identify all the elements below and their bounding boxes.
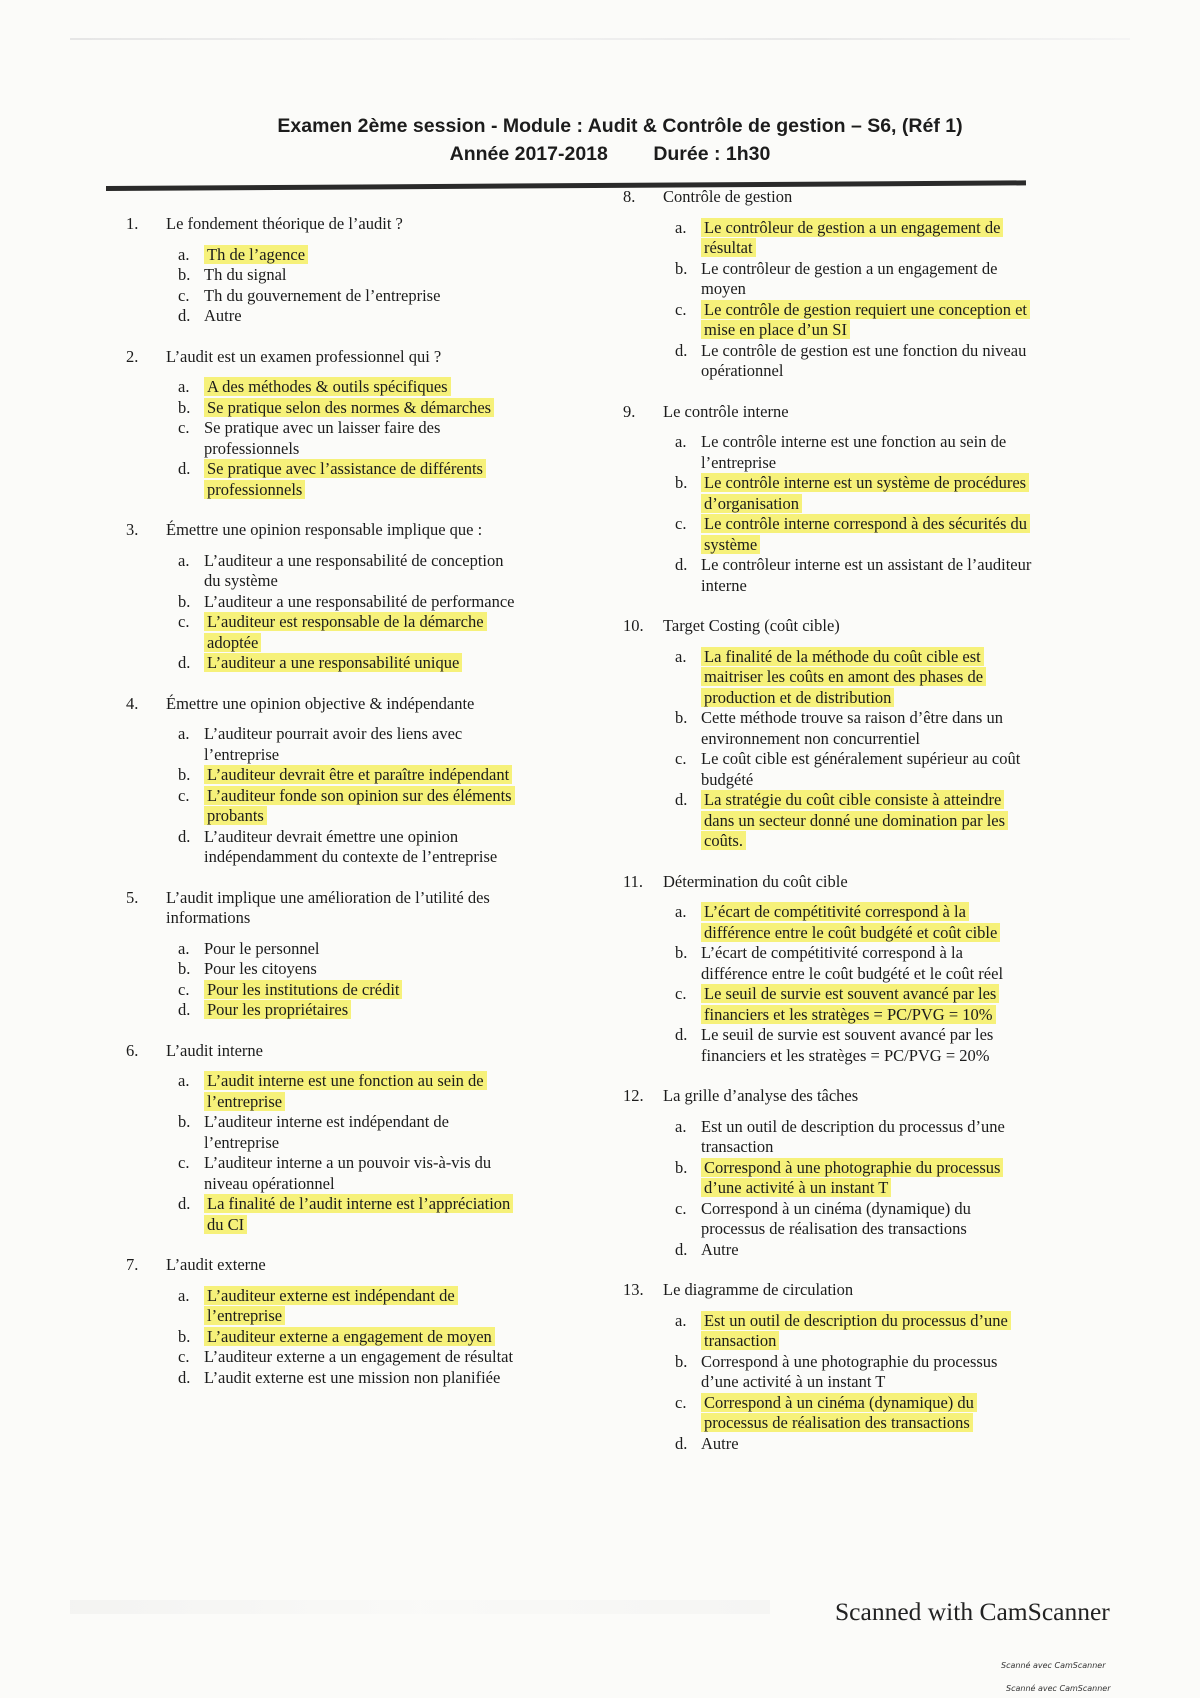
highlighted-answer-text: Se pratique avec l’assistance de différents professionnels — [204, 459, 486, 499]
question-header — [126, 887, 516, 929]
question-text: Contrôle de gestion — [663, 187, 793, 206]
highlighted-option — [178, 1071, 516, 1112]
option-letter: d. — [675, 340, 688, 360]
exam-header — [0, 112, 1200, 168]
option-letter: b. — [178, 959, 191, 978]
question-header — [126, 520, 516, 541]
highlighted-answer-text: L’audit interne est une fonction au sein de l’entreprise — [204, 1071, 487, 1111]
question-number: 5. — [126, 887, 139, 907]
right-column — [623, 187, 1033, 1474]
question-header — [623, 1086, 1033, 1107]
option-text: L’auditeur interne a un pouvoir vis-à-vis du niveau opérationnel — [204, 1153, 492, 1193]
option-text-wrap — [204, 551, 516, 592]
option-text: Cette méthode trouve sa raison d’être dans un environnement non concurrentiel — [701, 708, 1003, 748]
option-letter: b. — [675, 943, 688, 962]
highlighted-option — [675, 647, 1033, 709]
highlighted-answer-text: Le contrôleur de gestion a un engagement de résultat — [701, 218, 1003, 258]
highlighted-option — [675, 218, 1033, 259]
scan-smudge — [70, 1600, 770, 1614]
option-letter: b. — [178, 1112, 191, 1131]
option-text: Le contrôle de gestion est une fonction du niveau opérationnel — [701, 340, 1027, 380]
option-text-wrap — [701, 749, 1033, 790]
option-letter: c. — [675, 749, 687, 768]
question — [623, 401, 1033, 597]
option-text-wrap — [204, 306, 516, 327]
option-text: L’auditeur externe a un engagement de résultat — [204, 1347, 514, 1366]
question-header — [126, 346, 516, 368]
option — [178, 1368, 516, 1389]
option-text-wrap — [204, 265, 516, 286]
option-text: L’audit externe est une mission non planifiée — [204, 1367, 501, 1387]
question-header — [623, 401, 1033, 423]
option-text-wrap — [204, 1194, 516, 1235]
option-letter: a. — [675, 646, 687, 666]
option-text-wrap — [204, 245, 516, 266]
highlighted-option — [675, 300, 1033, 341]
option-letter: a. — [675, 1116, 687, 1136]
option-letter: c. — [178, 612, 190, 631]
option-letter: b. — [178, 765, 191, 784]
options-list — [178, 724, 516, 868]
option-letter: c. — [178, 785, 190, 805]
question — [126, 214, 516, 327]
option-text-wrap — [204, 959, 516, 980]
option-letter: b. — [178, 1326, 191, 1346]
option-text-wrap — [701, 1117, 1033, 1158]
option-letter: d. — [178, 653, 191, 672]
option-text-wrap — [204, 592, 516, 613]
option-letter: c. — [675, 299, 687, 319]
camscanner-stamp: Scanné avec CamScanner — [1001, 1661, 1106, 1670]
exam-year: Année 2017-2018 — [449, 143, 608, 165]
highlighted-answer-text: La finalité de l’audit interne est l’appréciation du CI — [204, 1194, 513, 1234]
option-text-wrap — [701, 473, 1033, 514]
highlighted-option — [675, 902, 1033, 943]
option-text-wrap — [701, 300, 1033, 341]
option-letter: a. — [675, 217, 687, 237]
option-letter: a. — [178, 1285, 190, 1305]
option — [178, 306, 516, 327]
highlighted-option — [675, 473, 1033, 514]
option-text-wrap — [701, 1025, 1033, 1066]
option-text: Autre — [701, 1239, 739, 1259]
option-text-wrap — [204, 1153, 516, 1194]
option-letter: d. — [178, 826, 191, 846]
option-letter: c. — [178, 1347, 190, 1366]
question-header — [623, 871, 1033, 893]
question — [126, 520, 516, 674]
option-text-wrap — [701, 984, 1033, 1025]
option-text: Correspond à une photographie du processus d’une activité à un instant T — [701, 1351, 998, 1391]
question-number: 7. — [126, 1255, 139, 1274]
option-letter: b. — [178, 397, 191, 417]
options-list — [675, 902, 1033, 1066]
option-text: Le contrôle interne est une fonction au sein de l’entreprise — [701, 432, 1007, 472]
option — [178, 592, 516, 613]
highlighted-option — [178, 1327, 516, 1348]
highlighted-option — [178, 980, 516, 1001]
camscanner-stamp: Scanné avec CamScanner — [1006, 1684, 1111, 1693]
question-number: 13. — [623, 1280, 644, 1299]
option — [675, 341, 1033, 382]
option-letter: b. — [675, 708, 688, 727]
question — [623, 1280, 1033, 1454]
option-letter: a. — [675, 1310, 687, 1330]
highlighted-option — [675, 1393, 1033, 1434]
option-text-wrap — [701, 259, 1033, 300]
question — [126, 1040, 516, 1236]
option-text: Th du gouvernement de l’entreprise — [204, 285, 441, 305]
option-text-wrap — [204, 786, 516, 827]
options-list — [675, 1117, 1033, 1261]
option — [675, 1025, 1033, 1066]
exam-duration: Durée : 1h30 — [653, 143, 771, 165]
option — [675, 708, 1033, 749]
option-text-wrap — [204, 459, 516, 500]
highlighted-option — [675, 1158, 1033, 1199]
options-list — [178, 551, 516, 674]
option-letter: a. — [675, 902, 687, 921]
options-list — [675, 218, 1033, 382]
option-letter: b. — [675, 473, 688, 492]
option-text-wrap — [204, 1347, 516, 1368]
option — [178, 265, 516, 286]
option — [675, 1117, 1033, 1158]
option-text-wrap — [701, 1311, 1033, 1352]
question-text: Target Costing (coût cible) — [663, 616, 840, 635]
question — [623, 1086, 1033, 1260]
option-letter: b. — [178, 265, 191, 284]
option-text-wrap — [701, 555, 1033, 596]
question-header — [623, 1280, 1033, 1301]
option-letter: c. — [178, 1153, 190, 1172]
highlighted-answer-text: L’écart de compétitivité correspond à la différence entre le coût budgété et coût cible — [701, 902, 1000, 942]
option-text: Le coût cible est généralement supérieur au coût budgété — [701, 749, 1021, 789]
option — [675, 943, 1033, 984]
option — [178, 827, 516, 868]
option-letter: d. — [675, 1025, 688, 1044]
option-text-wrap — [204, 1071, 516, 1112]
option-text: L’auditeur devrait émettre une opinion indépendamment du contexte de l’entreprise — [204, 826, 498, 866]
option — [178, 1347, 516, 1368]
option — [675, 259, 1033, 300]
scan-edge-line — [70, 38, 1130, 40]
option — [675, 1352, 1033, 1393]
option-letter: d. — [675, 1239, 688, 1259]
option-text: Le seuil de survie est souvent avancé par les financiers et les stratèges = PC/PVG = 20% — [701, 1025, 994, 1065]
highlighted-option — [178, 1286, 516, 1327]
question — [623, 187, 1033, 382]
question-number: 2. — [126, 346, 139, 366]
option-letter: c. — [675, 1392, 687, 1412]
option-letter: c. — [178, 979, 190, 999]
question-number: 12. — [623, 1086, 644, 1105]
option-letter: a. — [178, 938, 190, 958]
option — [178, 959, 516, 980]
highlighted-option — [178, 765, 516, 786]
option-text-wrap — [204, 398, 516, 419]
option-letter: d. — [178, 1000, 191, 1019]
option-text-wrap — [204, 1286, 516, 1327]
question-number: 10. — [623, 616, 644, 635]
left-column — [126, 214, 516, 1408]
option-text: Se pratique avec un laisser faire des professionnels — [204, 418, 441, 458]
option-letter: d. — [675, 555, 688, 574]
option-letter: d. — [178, 1194, 191, 1213]
option-text-wrap — [204, 1112, 516, 1153]
option-text-wrap — [701, 1158, 1033, 1199]
question-header — [126, 1040, 516, 1062]
question-header — [126, 1255, 516, 1276]
question-header — [126, 693, 516, 715]
highlighted-answer-text: Se pratique selon des normes & démarches — [204, 398, 494, 417]
question-number: 8. — [623, 187, 636, 206]
option-text-wrap — [701, 1393, 1033, 1434]
highlighted-option — [178, 786, 516, 827]
highlighted-option — [178, 377, 516, 398]
highlighted-option — [178, 398, 516, 419]
question — [126, 887, 516, 1021]
option — [675, 1199, 1033, 1240]
option — [675, 1434, 1033, 1455]
highlighted-answer-text: Le seuil de survie est souvent avancé par les financiers et les stratèges = PC/PVG = 10% — [701, 984, 999, 1024]
question-number: 4. — [126, 693, 139, 713]
highlighted-answer-text: L’auditeur externe est indépendant de l’entreprise — [204, 1286, 458, 1326]
options-list — [675, 647, 1033, 852]
option-text-wrap — [204, 377, 516, 398]
highlighted-answer-text: La finalité de la méthode du coût cible est maitriser les coûts en amont des phases de production et de distribution — [701, 647, 986, 707]
question-text: Émettre une opinion objective & indépendante — [166, 693, 475, 713]
question-text: La grille d’analyse des tâches — [663, 1086, 859, 1105]
option-letter: b. — [178, 591, 191, 611]
options-list — [178, 377, 516, 500]
highlighted-answer-text: L’auditeur est responsable de la démarche adoptée — [204, 612, 487, 652]
option-text-wrap — [701, 1240, 1033, 1261]
highlighted-option — [178, 245, 516, 266]
option-text-wrap — [701, 341, 1033, 382]
options-list — [178, 1286, 516, 1389]
option-text: Pour les citoyens — [204, 959, 317, 978]
option-text-wrap — [204, 612, 516, 653]
option-letter: d. — [178, 306, 191, 325]
options-list — [178, 1071, 516, 1235]
options-list — [675, 1311, 1033, 1455]
option — [675, 432, 1033, 473]
option-letter: a. — [178, 244, 190, 264]
highlighted-answer-text: Le contrôle interne correspond à des sécurités du système — [701, 514, 1030, 554]
option-text-wrap — [701, 790, 1033, 852]
highlighted-answer-text: Le contrôle de gestion requiert une conception et mise en place d’un SI — [701, 300, 1030, 340]
option-text-wrap — [701, 902, 1033, 943]
highlighted-answer-text: Pour les propriétaires — [204, 1000, 351, 1019]
highlighted-answer-text: Correspond à une photographie du processus d’une activité à un instant T — [701, 1158, 1003, 1198]
option-text-wrap — [204, 939, 516, 960]
option-letter: c. — [675, 984, 687, 1003]
question-text: L’audit interne — [166, 1040, 263, 1060]
question-text: Émettre une opinion responsable implique que : — [166, 520, 483, 539]
option-letter: d. — [178, 459, 191, 478]
option-text-wrap — [204, 286, 516, 307]
option-text-wrap — [701, 1199, 1033, 1240]
option-letter: a. — [675, 432, 687, 451]
highlighted-answer-text: L’auditeur a une responsabilité unique — [204, 653, 462, 672]
option-letter: a. — [178, 1071, 190, 1090]
option — [178, 1112, 516, 1153]
highlighted-option — [675, 790, 1033, 852]
option-text: L’auditeur a une responsabilité de performance — [204, 591, 515, 611]
option-letter: c. — [675, 1198, 687, 1218]
option-text-wrap — [701, 432, 1033, 473]
option-text: L’auditeur a une responsabilité de conception du système — [204, 550, 504, 590]
option-text: Autre — [204, 306, 242, 325]
camscanner-watermark: Scanned with CamScanner — [835, 1597, 1110, 1626]
question-number: 6. — [126, 1040, 139, 1060]
question-header — [623, 187, 1033, 208]
question-number: 11. — [623, 871, 644, 891]
question — [623, 616, 1033, 852]
question-text: L’audit est un examen professionnel qui ? — [166, 346, 442, 366]
option — [675, 1240, 1033, 1261]
highlighted-answer-text: Pour les institutions de crédit — [204, 980, 402, 999]
option-text-wrap — [204, 1000, 516, 1021]
option-text-wrap — [204, 765, 516, 786]
highlighted-answer-text: Est un outil de description du processus d’une transaction — [701, 1311, 1011, 1351]
exam-meta — [0, 140, 1200, 168]
option-text-wrap — [204, 418, 516, 459]
option-letter: a. — [178, 550, 190, 570]
option-text: Est un outil de description du processus d’une transaction — [701, 1116, 1005, 1156]
option-text-wrap — [701, 218, 1033, 259]
question-text: Le contrôle interne — [663, 401, 789, 421]
question-text: Détermination du coût cible — [663, 871, 848, 891]
option — [178, 939, 516, 960]
option-text-wrap — [204, 827, 516, 868]
option-text-wrap — [701, 943, 1033, 984]
option-text: L’écart de compétitivité correspond à la différence entre le coût budgété et le coût réel — [701, 943, 1004, 983]
option-letter: b. — [675, 1157, 688, 1177]
option — [178, 1153, 516, 1194]
option-text: Correspond à un cinéma (dynamique) du processus de réalisation des transactions — [701, 1198, 971, 1238]
highlighted-answer-text: L’auditeur devrait être et paraître indépendant — [204, 765, 512, 784]
highlighted-option — [675, 984, 1033, 1025]
question-text: Le diagramme de circulation — [663, 1280, 854, 1299]
option — [675, 749, 1033, 790]
question-header — [623, 616, 1033, 637]
option-text-wrap — [204, 1327, 516, 1348]
question — [623, 871, 1033, 1067]
highlighted-option — [178, 653, 516, 674]
option-text: Le contrôleur de gestion a un engagement de moyen — [701, 258, 998, 298]
option — [178, 286, 516, 307]
question-number: 9. — [623, 401, 636, 421]
question-text: Le fondement théorique de l’audit ? — [166, 214, 403, 233]
option-text-wrap — [701, 647, 1033, 709]
question-number: 1. — [126, 214, 139, 233]
highlighted-option — [178, 1000, 516, 1021]
option-letter: c. — [178, 418, 190, 437]
option — [178, 724, 516, 765]
option-text-wrap — [204, 724, 516, 765]
exam-title: Examen 2ème session - Module : Audit & Contrôle de gestion – S6, (Réf 1) — [277, 115, 963, 137]
option-text: Autre — [701, 1433, 739, 1453]
option-letter: a. — [178, 724, 190, 743]
option-text: Th du signal — [204, 265, 287, 284]
highlighted-option — [178, 612, 516, 653]
question — [126, 1255, 516, 1388]
option-text: Le contrôleur interne est un assistant de l’auditeur interne — [701, 555, 1032, 595]
options-list — [178, 939, 516, 1021]
option-text-wrap — [701, 708, 1033, 749]
highlighted-option — [675, 514, 1033, 555]
option — [178, 418, 516, 459]
options-list — [675, 432, 1033, 596]
option-text: L’auditeur interne est indépendant de l’entreprise — [204, 1112, 449, 1152]
option-text: Pour le personnel — [204, 938, 320, 958]
highlighted-answer-text: L’auditeur externe a engagement de moyen — [204, 1327, 495, 1346]
option-text-wrap — [701, 514, 1033, 555]
question-text: L’audit implique une amélioration de l’utilité des informations — [166, 887, 490, 927]
highlighted-answer-text: Th de l’agence — [204, 245, 308, 264]
option-letter: d. — [675, 1433, 688, 1453]
option-letter: a. — [178, 377, 190, 396]
option-letter: b. — [675, 1351, 688, 1371]
highlighted-answer-text: A des méthodes & outils spécifiques — [204, 377, 451, 396]
option-text-wrap — [204, 653, 516, 674]
option-text-wrap — [204, 980, 516, 1001]
highlighted-option — [178, 1194, 516, 1235]
option-text-wrap — [701, 1434, 1033, 1455]
highlighted-option — [178, 459, 516, 500]
highlighted-answer-text: Correspond à un cinéma (dynamique) du processus de réalisation des transactions — [701, 1393, 977, 1433]
highlighted-answer-text: L’auditeur fonde son opinion sur des éléments probants — [204, 786, 515, 826]
option — [178, 551, 516, 592]
highlighted-option — [675, 1311, 1033, 1352]
option-letter: b. — [675, 258, 688, 278]
options-list — [178, 245, 516, 327]
option — [675, 555, 1033, 596]
question-header — [126, 214, 516, 235]
question — [126, 346, 516, 501]
highlighted-answer-text: Le contrôle interne est un système de procédures d’organisation — [701, 473, 1029, 513]
question-text: L’audit externe — [166, 1255, 266, 1274]
option-text-wrap — [204, 1368, 516, 1389]
question — [126, 693, 516, 868]
question-number: 3. — [126, 520, 139, 539]
option-letter: d. — [675, 790, 688, 809]
option-letter: d. — [178, 1367, 191, 1387]
option-text: L’auditeur pourrait avoir des liens avec l’entreprise — [204, 724, 463, 764]
option-text-wrap — [701, 1352, 1033, 1393]
option-letter: c. — [675, 514, 687, 533]
highlighted-answer-text: La stratégie du coût cible consiste à atteindre dans un secteur donné une domination par les coûts. — [701, 790, 1008, 850]
option-letter: c. — [178, 285, 190, 305]
